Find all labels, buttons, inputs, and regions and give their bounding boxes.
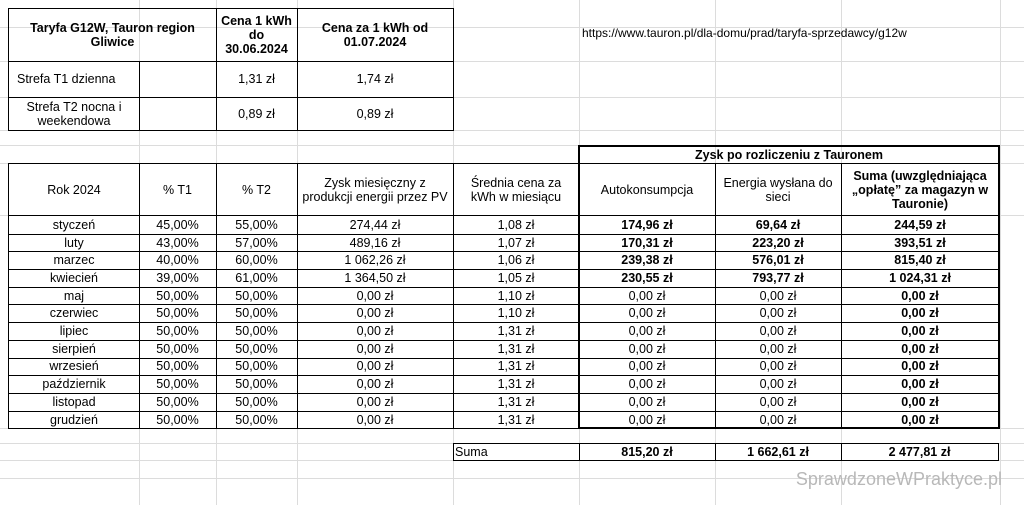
row-sum: 0,00 zł xyxy=(841,411,999,430)
row-self: 0,00 zł xyxy=(579,322,716,341)
row-sent: 0,00 zł xyxy=(715,375,842,394)
row-t2: 50,00% xyxy=(216,340,298,359)
row-t2: 60,00% xyxy=(216,251,298,270)
row-t1: 50,00% xyxy=(139,375,217,394)
row-t2: 57,00% xyxy=(216,234,298,253)
row-month: styczeń xyxy=(8,216,140,235)
row-t1: 50,00% xyxy=(139,287,217,306)
totals-label: Suma xyxy=(453,443,580,461)
header-sum: Suma (uwzględniająca „opłatę” za magazyn w Tauronie) xyxy=(841,163,999,216)
tariff-title: Taryfa G12W, Tauron region Gliwice xyxy=(8,8,217,62)
row-t2: 50,00% xyxy=(216,358,298,377)
row-self: 0,00 zł xyxy=(579,375,716,394)
row-avg-price: 1,05 zł xyxy=(453,269,580,288)
row-sum: 0,00 zł xyxy=(841,358,999,377)
row-self: 174,96 zł xyxy=(579,216,716,235)
row-self: 239,38 zł xyxy=(579,251,716,270)
row-sum: 0,00 zł xyxy=(841,375,999,394)
row-gain: 1 062,26 zł xyxy=(297,251,454,270)
row-sent: 0,00 zł xyxy=(715,322,842,341)
row-month: czerwiec xyxy=(8,305,140,324)
row-t2: 50,00% xyxy=(216,393,298,412)
row-gain: 0,00 zł xyxy=(297,322,454,341)
row-self: 0,00 zł xyxy=(579,393,716,412)
row-gain: 0,00 zł xyxy=(297,340,454,359)
row-avg-price: 1,10 zł xyxy=(453,287,580,306)
row-t1: 45,00% xyxy=(139,216,217,235)
row-t1: 43,00% xyxy=(139,234,217,253)
row-sent: 69,64 zł xyxy=(715,216,842,235)
zone-t2-price-until: 0,89 zł xyxy=(216,97,298,131)
row-gain: 0,00 zł xyxy=(297,411,454,430)
group-header: Zysk po rozliczeniu z Tauronem xyxy=(695,148,883,162)
row-month: maj xyxy=(8,287,140,306)
row-sent: 0,00 zł xyxy=(715,305,842,324)
row-gain: 0,00 zł xyxy=(297,287,454,306)
totals-self: 815,20 zł xyxy=(579,443,716,461)
row-t1: 50,00% xyxy=(139,340,217,359)
row-t2: 50,00% xyxy=(216,322,298,341)
header-avg-price: Średnia cena za kWh w miesiącu xyxy=(453,163,580,216)
price-until-header: Cena 1 kWh do 30.06.2024 xyxy=(216,8,298,62)
row-self: 0,00 zł xyxy=(579,340,716,359)
row-t1: 39,00% xyxy=(139,269,217,288)
row-avg-price: 1,08 zł xyxy=(453,216,580,235)
header-year: Rok 2024 xyxy=(8,163,140,216)
row-sent: 576,01 zł xyxy=(715,251,842,270)
row-sent: 0,00 zł xyxy=(715,340,842,359)
row-avg-price: 1,07 zł xyxy=(453,234,580,253)
zone-t1-name: Strefa T1 dzienna xyxy=(8,61,140,98)
header-sent: Energia wysłana do sieci xyxy=(715,163,842,216)
row-sent: 0,00 zł xyxy=(715,393,842,412)
row-gain: 1 364,50 zł xyxy=(297,269,454,288)
row-sum: 815,40 zł xyxy=(841,251,999,270)
row-self: 230,55 zł xyxy=(579,269,716,288)
row-gain: 0,00 zł xyxy=(297,358,454,377)
zone-t1-price-from: 1,74 zł xyxy=(297,61,454,98)
row-month: lipiec xyxy=(8,322,140,341)
row-t1: 50,00% xyxy=(139,393,217,412)
row-t2: 55,00% xyxy=(216,216,298,235)
row-sent: 0,00 zł xyxy=(715,287,842,306)
header-monthly-gain: Zysk miesięczny z produkcji energii przez PV xyxy=(297,163,454,216)
row-month: grudzień xyxy=(8,411,140,430)
zone-t2-price-from: 0,89 zł xyxy=(297,97,454,131)
row-gain: 489,16 zł xyxy=(297,234,454,253)
row-t1: 50,00% xyxy=(139,358,217,377)
row-self: 0,00 zł xyxy=(579,305,716,324)
row-avg-price: 1,31 zł xyxy=(453,322,580,341)
row-t2: 50,00% xyxy=(216,305,298,324)
row-avg-price: 1,06 zł xyxy=(453,251,580,270)
row-self: 0,00 zł xyxy=(579,411,716,430)
row-month: wrzesień xyxy=(8,358,140,377)
row-sum: 0,00 zł xyxy=(841,340,999,359)
totals-sent: 1 662,61 zł xyxy=(715,443,842,461)
row-self: 170,31 zł xyxy=(579,234,716,253)
source-url[interactable]: https://www.tauron.pl/dla-domu/prad/taryfa-sprzedawcy/g12w xyxy=(582,26,907,40)
price-from-header: Cena za 1 kWh od 01.07.2024 xyxy=(297,8,454,62)
row-gain: 274,44 zł xyxy=(297,216,454,235)
row-sent: 0,00 zł xyxy=(715,358,842,377)
header-self: Autokonsumpcja xyxy=(579,163,716,216)
row-sum: 0,00 zł xyxy=(841,305,999,324)
row-avg-price: 1,31 zł xyxy=(453,375,580,394)
totals-sum: 2 477,81 zł xyxy=(841,443,999,461)
row-t1: 50,00% xyxy=(139,305,217,324)
row-self: 0,00 zł xyxy=(579,287,716,306)
row-month: październik xyxy=(8,375,140,394)
row-t1: 40,00% xyxy=(139,251,217,270)
row-t2: 50,00% xyxy=(216,375,298,394)
row-gain: 0,00 zł xyxy=(297,305,454,324)
row-avg-price: 1,31 zł xyxy=(453,411,580,430)
row-month: sierpień xyxy=(8,340,140,359)
row-sum: 0,00 zł xyxy=(841,287,999,306)
row-avg-price: 1,31 zł xyxy=(453,340,580,359)
zone-t1-price-until: 1,31 zł xyxy=(216,61,298,98)
row-sent: 223,20 zł xyxy=(715,234,842,253)
row-sum: 0,00 zł xyxy=(841,322,999,341)
row-month: listopad xyxy=(8,393,140,412)
zone-t1-empty xyxy=(139,61,217,98)
row-t2: 50,00% xyxy=(216,411,298,430)
row-sum: 0,00 zł xyxy=(841,393,999,412)
zone-t2-name: Strefa T2 nocna i weekendowa xyxy=(8,97,140,131)
row-month: luty xyxy=(8,234,140,253)
row-t2: 50,00% xyxy=(216,287,298,306)
row-sent: 793,77 zł xyxy=(715,269,842,288)
zone-t2-empty xyxy=(139,97,217,131)
row-self: 0,00 zł xyxy=(579,358,716,377)
row-month: kwiecień xyxy=(8,269,140,288)
row-sum: 393,51 zł xyxy=(841,234,999,253)
row-t1: 50,00% xyxy=(139,322,217,341)
row-avg-price: 1,31 zł xyxy=(453,358,580,377)
watermark: SprawdzoneWPraktyce.pl xyxy=(795,469,1002,489)
row-t2: 61,00% xyxy=(216,269,298,288)
row-sum: 1 024,31 zł xyxy=(841,269,999,288)
row-t1: 50,00% xyxy=(139,411,217,430)
header-t2: % T2 xyxy=(216,163,298,216)
row-avg-price: 1,31 zł xyxy=(453,393,580,412)
row-avg-price: 1,10 zł xyxy=(453,305,580,324)
row-month: marzec xyxy=(8,251,140,270)
row-gain: 0,00 zł xyxy=(297,375,454,394)
row-sent: 0,00 zł xyxy=(715,411,842,430)
row-sum: 244,59 zł xyxy=(841,216,999,235)
row-gain: 0,00 zł xyxy=(297,393,454,412)
header-t1: % T1 xyxy=(139,163,217,216)
